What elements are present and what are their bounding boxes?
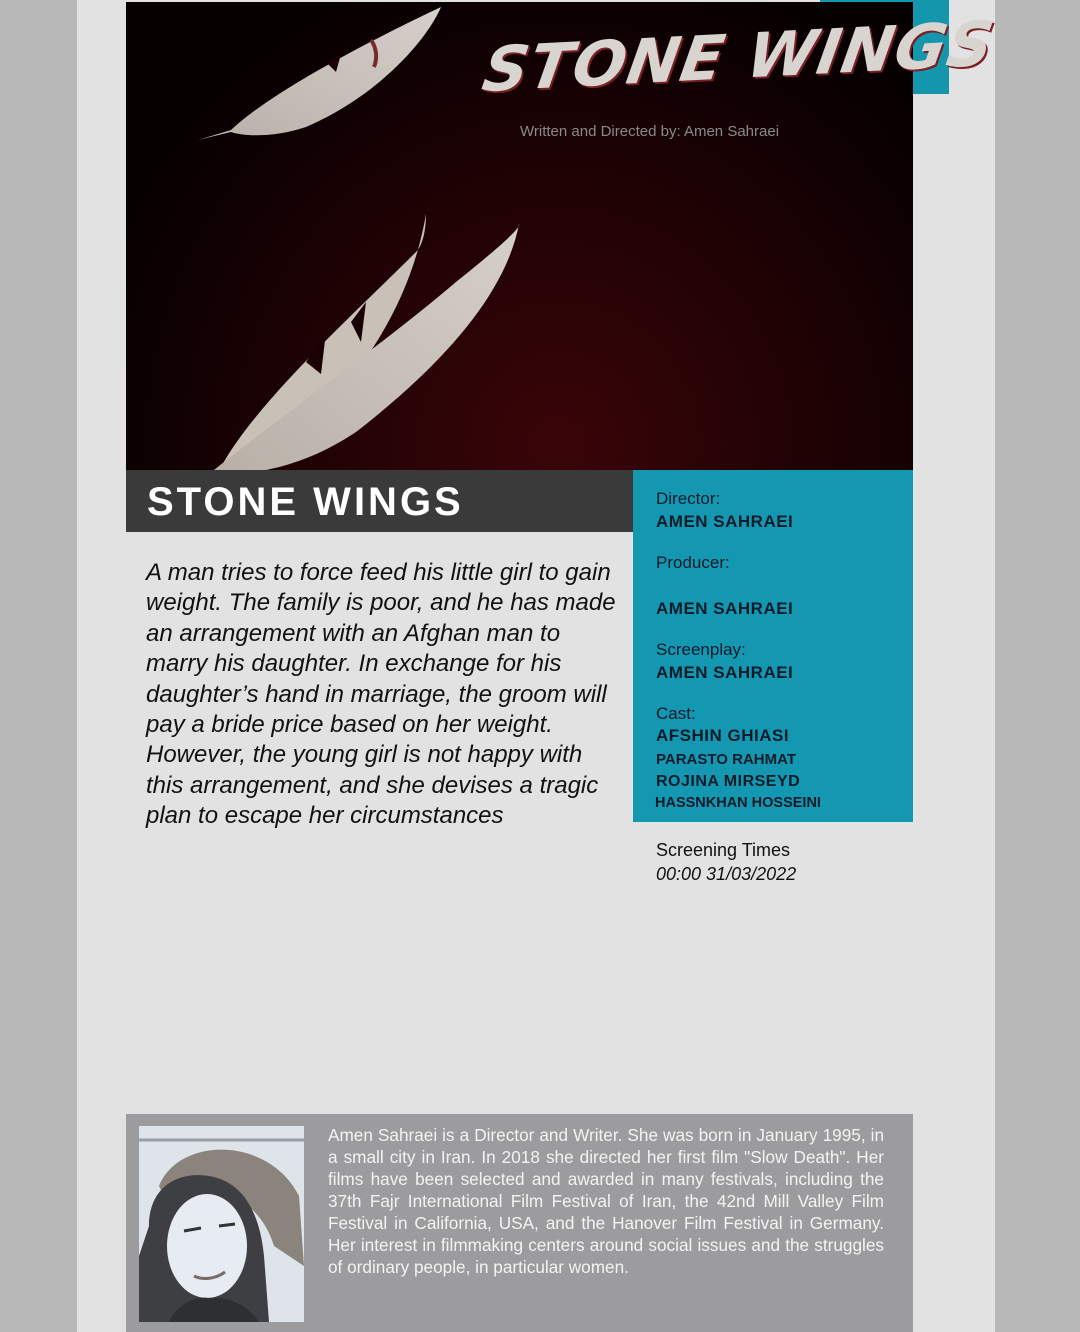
screening-time: 00:00 31/03/2022 <box>656 864 797 884</box>
screening-times <box>656 840 796 885</box>
film-poster-image <box>126 2 1000 470</box>
producer-name: AMEN SAHRAEI <box>656 599 794 618</box>
film-title-bar <box>126 470 633 532</box>
poster-credit-line: Written and Directed by: Amen Sahraei <box>520 123 780 140</box>
screenplay-label: Screenplay: <box>656 640 746 659</box>
producer-label: Producer: <box>656 553 730 572</box>
cast-member: HASSNKHAN HOSSEINI <box>655 795 821 811</box>
cast-member: ROJINA MIRSEYD <box>656 773 801 790</box>
poster-title-art: STONE WINGS <box>477 6 1000 107</box>
film-synopsis: A man tries to force feed his little girl to gain weight. The family is poor, and he has made an arrangement with an Afghan man to marry his daughter. In exchange for his daughter’s hand in marriage, the groom will pay a bride price based on her weight. However, the young girl is not happy with this arrangement, and she devises a tragic plan to escape her circumstances <box>146 559 616 830</box>
cast-member: PARASTO RAHMAT <box>656 751 796 768</box>
credits-panel <box>633 470 913 822</box>
cast-label: Cast: <box>656 704 696 723</box>
feather-bottom <box>214 214 519 470</box>
feather-top <box>198 7 441 140</box>
portrait-illustration <box>139 1126 304 1322</box>
screenplay-name: AMEN SAHRAEI <box>656 663 794 682</box>
cast-member: AFSHIN GHIASI <box>656 726 790 745</box>
director-bio-text: Amen Sahraei is a Director and Writer. She was born in January 1995, in a small city in Iran. In 2018 she directed her first film "Slow Death". Her films have been selected and awarded in many festivals, including the 37th Fajr International Film Festival of Iran, the 42nd Mill Valley Film Festival in California, USA, and the Hanover Film Festival in Germany. Her interest in filmmaking centers around social issues and the struggles of ordinary people, in particular women. <box>328 1125 884 1277</box>
screening-label: Screening Times <box>656 840 791 860</box>
director-name: AMEN SAHRAEI <box>656 512 794 531</box>
director-bio-panel <box>126 1114 913 1332</box>
film-title: STONE WINGS <box>147 480 464 524</box>
director-label: Director: <box>656 489 721 508</box>
director-photo <box>139 1126 304 1322</box>
